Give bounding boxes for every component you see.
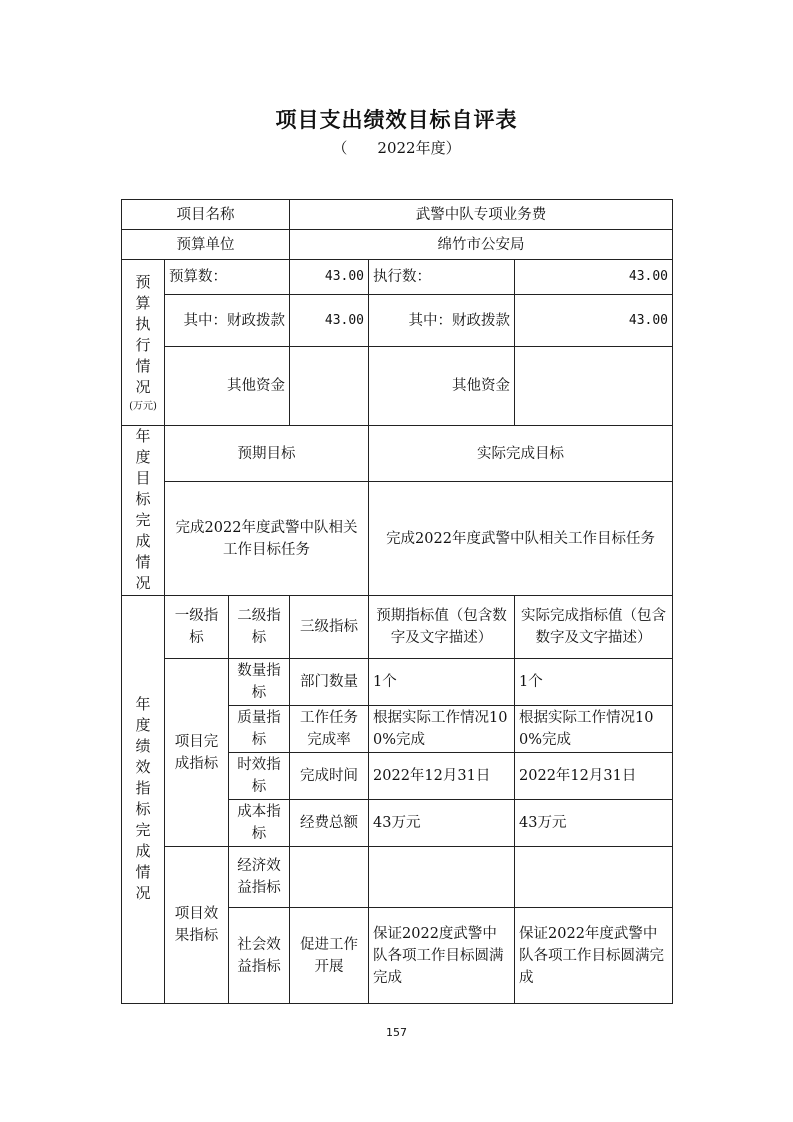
indicator-row <box>122 659 673 706</box>
annual-goal-header-row <box>122 426 673 482</box>
budget-label: 预算数： <box>165 260 290 295</box>
level2-cell: 数量指标 <box>229 659 290 706</box>
year-subtitle <box>0 137 793 158</box>
expected-goal-text: 完成2022年度武警中队相关工作目标任务 <box>165 482 369 596</box>
year-open-paren: （ <box>332 139 348 157</box>
exec-value: 43.00 <box>515 260 673 295</box>
actual-goal-header: 实际完成目标 <box>369 426 673 482</box>
project-name-value: 武警中队专项业务费 <box>290 200 673 230</box>
fiscal-row <box>122 295 673 347</box>
level1-header: 一级指标 <box>165 596 229 659</box>
fiscal-exec-value: 43.00 <box>515 295 673 347</box>
other-funds-label: 其他资金 <box>165 347 290 426</box>
actual-value-cell <box>515 847 673 908</box>
level2-header: 二级指标 <box>229 596 290 659</box>
other-funds-exec-value <box>515 347 673 426</box>
expected-value-cell: 1个 <box>369 659 515 706</box>
project-name-row <box>122 200 673 230</box>
expected-value-cell: 保证2022度武警中队各项工作目标圆满完成 <box>369 908 515 1004</box>
other-funds-row <box>122 347 673 426</box>
exec-label: 执行数： <box>369 260 515 295</box>
budget-exec-side-label <box>122 260 165 426</box>
level2-cell: 成本指标 <box>229 800 290 847</box>
actual-value-cell: 1个 <box>515 659 673 706</box>
evaluation-table <box>121 199 673 1004</box>
expected-value-cell <box>369 847 515 908</box>
actual-value-cell: 2022年12月31日 <box>515 753 673 800</box>
page-number: 157 <box>386 1026 407 1039</box>
budget-unit-row <box>122 230 673 260</box>
budget-unit-value: 绵竹市公安局 <box>290 230 673 260</box>
indicator-row <box>122 847 673 908</box>
level2-cell: 质量指标 <box>229 706 290 753</box>
actual-value-cell: 保证2022年度武警中队各项工作目标圆满完成 <box>515 908 673 1004</box>
actual-value-cell: 43万元 <box>515 800 673 847</box>
expected-goal-header: 预期目标 <box>165 426 369 482</box>
other-funds-budget-value <box>290 347 369 426</box>
level3-cell: 经费总额 <box>290 800 369 847</box>
annual-goal-side-label <box>122 426 165 596</box>
level3-cell: 工作任务完成率 <box>290 706 369 753</box>
indicators-header-row <box>122 596 673 659</box>
indicators-side-text: 年度绩效指标完成情况 <box>135 695 151 902</box>
year-text: 2022年度） <box>377 139 461 157</box>
budget-exec-unit: (万元) <box>129 400 157 412</box>
budget-value: 43.00 <box>290 260 369 295</box>
indicators-side-label <box>122 596 165 1004</box>
output-indicator-group: 项目完成指标 <box>165 659 229 847</box>
budget-unit-label: 预算单位 <box>122 230 290 260</box>
actual-goal-text: 完成2022年度武警中队相关工作目标任务 <box>369 482 673 596</box>
budget-exec-side-text: 预算执行情况 <box>135 272 151 396</box>
fiscal-exec-label: 其中：财政拨款 <box>369 295 515 347</box>
level3-cell: 完成时间 <box>290 753 369 800</box>
other-funds-exec-label: 其他资金 <box>369 347 515 426</box>
actual-value-cell: 根据实际工作情况100%完成 <box>515 706 673 753</box>
annual-goal-content-row <box>122 482 673 596</box>
level2-cell: 经济效益指标 <box>229 847 290 908</box>
actual-value-header: 实际完成指标值（包含数字及文字描述） <box>515 596 673 659</box>
fiscal-budget-value: 43.00 <box>290 295 369 347</box>
fiscal-label: 其中：财政拨款 <box>165 295 290 347</box>
level2-cell: 社会效益指标 <box>229 908 290 1004</box>
level3-header: 三级指标 <box>290 596 369 659</box>
budget-amount-row <box>122 260 673 295</box>
expected-value-header: 预期指标值（包含数字及文字描述） <box>369 596 515 659</box>
level3-cell: 部门数量 <box>290 659 369 706</box>
level3-cell <box>290 847 369 908</box>
effect-indicator-group: 项目效果指标 <box>165 847 229 1004</box>
expected-value-cell: 43万元 <box>369 800 515 847</box>
expected-value-cell: 根据实际工作情况100%完成 <box>369 706 515 753</box>
annual-goal-side-text: 年度目标完成情况 <box>135 427 151 592</box>
page-title: 项目支出绩效目标自评表 <box>275 108 518 132</box>
level2-cell: 时效指标 <box>229 753 290 800</box>
project-name-label: 项目名称 <box>122 200 290 230</box>
expected-value-cell: 2022年12月31日 <box>369 753 515 800</box>
level3-cell: 促进工作开展 <box>290 908 369 1004</box>
